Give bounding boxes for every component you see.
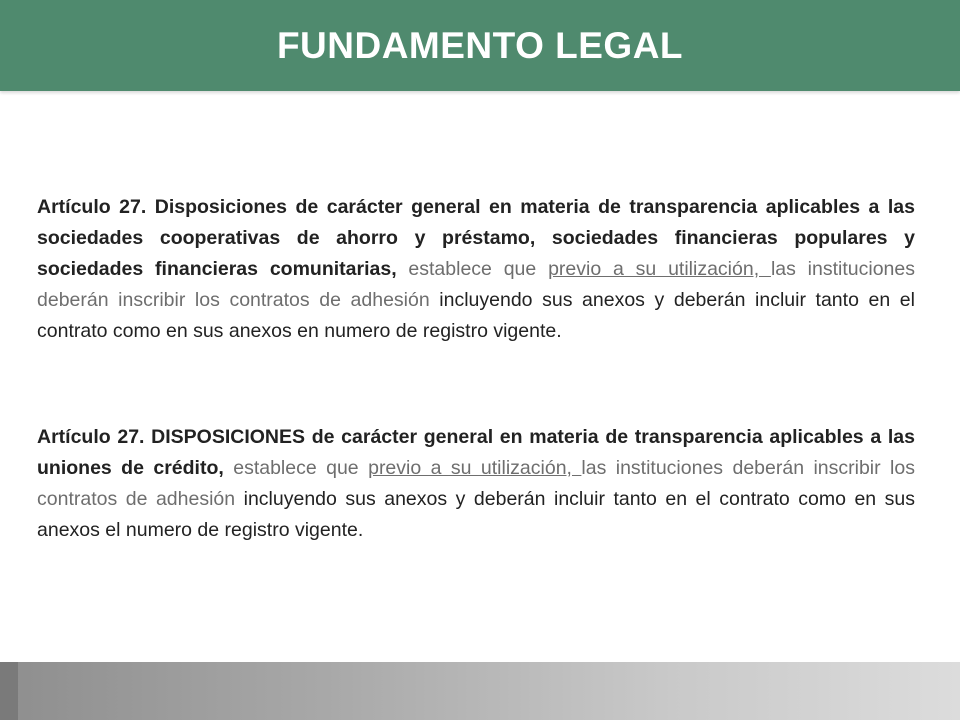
footer-accent xyxy=(0,662,18,720)
article-text: incluyendo sus anexos y deberán incluir tanto en el contrato como en sus anexos en numero de registro vigente. xyxy=(37,289,915,342)
article-heading: Artículo 27. Disposiciones de carácter general en materia de transparencia aplicables a las sociedades cooperativas de ahorro y préstamo, sociedades financieras populares y sociedades financieras comunitarias xyxy=(37,196,915,280)
underlined-phrase: previo a su utilización, xyxy=(548,258,771,280)
article-text: incluyendo sus anexos y deberán incluir tanto en el contrato como en sus anexos el numero de registro vigente. xyxy=(37,488,915,541)
article-heading-comma: , xyxy=(218,457,224,479)
article-heading: Artículo 27. DISPOSICIONES de carácter general en materia de transparencia aplicables a las uniones de crédito xyxy=(37,426,915,479)
title-banner xyxy=(0,0,960,91)
article-paragraph-1 xyxy=(37,192,915,347)
article-text: las instituciones deberán inscribir los contratos de adhesión xyxy=(37,258,915,311)
page-title: FUNDAMENTO LEGAL xyxy=(276,24,684,66)
article-text: establece que xyxy=(223,457,369,479)
underlined-phrase: previo a su utilización, xyxy=(368,457,582,479)
article-paragraph-2 xyxy=(37,422,915,546)
article-heading-comma: , xyxy=(391,258,397,280)
footer-bar xyxy=(0,662,960,720)
article-text: establece que xyxy=(396,258,549,280)
article-text: las instituciones deberán inscribir los contratos de adhesión xyxy=(37,457,915,510)
